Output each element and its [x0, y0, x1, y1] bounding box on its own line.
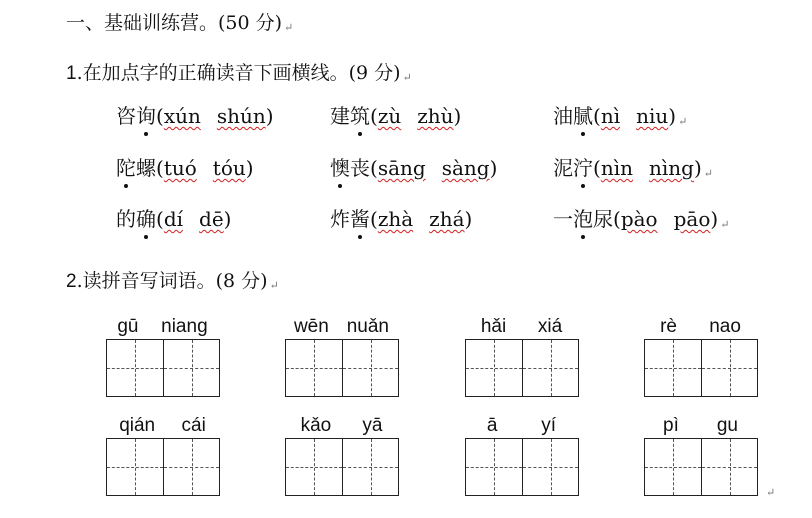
- paragraph-mark-icon: ↵: [269, 279, 279, 292]
- dotted-char: 筑: [350, 100, 370, 129]
- pronunciation-item: [553, 152, 713, 181]
- writing-cell[interactable]: [107, 439, 163, 495]
- paragraph-mark-icon: ↵: [284, 21, 294, 34]
- pinyin-syllable: kǎo: [300, 415, 332, 436]
- writing-grid: [106, 438, 220, 496]
- writing-cell[interactable]: [466, 439, 522, 495]
- section-title: 一、基础训练营。(50 分) ↵: [66, 12, 294, 34]
- paren-close: ): [710, 207, 719, 231]
- writing-grid: [644, 339, 758, 397]
- pinyin-label: [285, 316, 398, 338]
- reading-option[interactable]: zhà: [377, 207, 414, 231]
- dotted-char: 酱: [350, 203, 370, 232]
- paragraph-mark-icon: ↵: [402, 71, 412, 84]
- reading-option[interactable]: sàng: [441, 156, 490, 180]
- pinyin-label: [106, 316, 219, 338]
- pinyin-syllable: hǎi: [480, 316, 507, 337]
- writing-grid: [285, 438, 399, 496]
- dotted-char: 懊: [330, 152, 350, 181]
- pronunciation-item: [553, 100, 687, 129]
- pinyin-label: [465, 316, 578, 338]
- word-char: 油: [553, 104, 573, 128]
- paren-open: (: [593, 156, 601, 180]
- emphasis-dot-icon: [144, 132, 148, 136]
- pronunciation-item: [330, 100, 461, 129]
- reading-option[interactable]: nìng: [648, 156, 694, 180]
- paragraph-mark-icon: ↵: [678, 115, 688, 128]
- writing-cell[interactable]: [701, 439, 757, 495]
- paren-open: (: [156, 156, 164, 180]
- writing-grid: [106, 339, 220, 397]
- writing-cell[interactable]: [522, 340, 578, 396]
- question-2-heading: 2.读拼音写词语。(8 分) ↵: [66, 270, 279, 292]
- paren-close: ): [245, 156, 254, 180]
- reading-option[interactable]: dē: [199, 207, 224, 231]
- pinyin-syllable: yā: [362, 415, 383, 436]
- emphasis-dot-icon: [581, 132, 585, 136]
- paren-close: ): [693, 156, 702, 180]
- pinyin-syllable: wēn: [293, 316, 329, 337]
- word-char: 炸: [330, 207, 350, 231]
- word-char: 螺: [136, 156, 156, 180]
- writing-cell[interactable]: [163, 340, 219, 396]
- pinyin-syllable: yí: [541, 415, 557, 436]
- reading-option[interactable]: dí: [163, 207, 184, 231]
- writing-cell[interactable]: [286, 340, 342, 396]
- dotted-char: 确: [136, 203, 156, 232]
- paren-open: (: [613, 207, 621, 231]
- paren-close: ): [489, 156, 498, 180]
- dotted-char: 腻: [573, 100, 593, 129]
- pinyin-syllable: gu: [716, 415, 738, 436]
- emphasis-dot-icon: [144, 235, 148, 239]
- emphasis-dot-icon: [124, 184, 128, 188]
- pinyin-label: [644, 316, 757, 338]
- dotted-char: 询: [136, 100, 156, 129]
- reading-option[interactable]: nì: [600, 104, 621, 128]
- paren-open: (: [593, 104, 601, 128]
- reading-option[interactable]: zhù: [417, 104, 454, 128]
- reading-option[interactable]: xún: [163, 104, 201, 128]
- paren-open: (: [156, 207, 164, 231]
- word-char: 的: [116, 207, 136, 231]
- pinyin-syllable: cái: [181, 415, 206, 436]
- word-char: 丧: [350, 156, 370, 180]
- reading-option[interactable]: sāng: [377, 156, 426, 180]
- paragraph-mark-icon: ↵: [720, 218, 730, 231]
- writing-grid: [465, 339, 579, 397]
- emphasis-dot-icon: [358, 132, 362, 136]
- pinyin-syllable: qián: [119, 415, 156, 436]
- paren-open: (: [156, 104, 164, 128]
- writing-grid: [644, 438, 758, 496]
- word-char: 一: [553, 207, 573, 231]
- pinyin-syllable: ā: [486, 415, 498, 436]
- dotted-char: 泡: [573, 203, 593, 232]
- word-char: 建: [330, 104, 350, 128]
- reading-option[interactable]: nìn: [600, 156, 633, 180]
- pinyin-label: [285, 415, 398, 437]
- reading-option[interactable]: niu: [636, 104, 669, 128]
- pinyin-label: [644, 415, 757, 437]
- writing-grid: [465, 438, 579, 496]
- reading-option[interactable]: zù: [377, 104, 402, 128]
- emphasis-dot-icon: [338, 184, 342, 188]
- writing-cell[interactable]: [342, 340, 398, 396]
- pronunciation-item: [116, 203, 231, 232]
- writing-cell[interactable]: [522, 439, 578, 495]
- writing-cell[interactable]: [163, 439, 219, 495]
- pinyin-syllable: nao: [709, 316, 741, 337]
- reading-option[interactable]: pào: [620, 207, 658, 231]
- reading-option[interactable]: shún: [216, 104, 266, 128]
- writing-cell[interactable]: [342, 439, 398, 495]
- writing-cell[interactable]: [466, 340, 522, 396]
- paren-close: ): [453, 104, 462, 128]
- pinyin-syllable: nuǎn: [346, 316, 390, 337]
- paren-close: ): [464, 207, 473, 231]
- reading-option[interactable]: pāo: [673, 207, 711, 231]
- paren-open: (: [370, 156, 378, 180]
- paragraph-mark-icon: ↵: [703, 167, 713, 180]
- pinyin-label: [465, 415, 578, 437]
- pinyin-syllable: xiá: [537, 316, 563, 337]
- writing-cell[interactable]: [645, 340, 701, 396]
- paren-open: (: [370, 104, 378, 128]
- writing-grid: [285, 339, 399, 397]
- paren-close: ): [265, 104, 274, 128]
- pinyin-syllable: gū: [117, 316, 139, 337]
- reading-option[interactable]: tuó: [163, 156, 197, 180]
- pronunciation-item: [116, 152, 254, 181]
- question-1-heading: 1.在加点字的正确读音下画横线。(9 分) ↵: [66, 62, 412, 84]
- word-char: 咨: [116, 104, 136, 128]
- writing-cell[interactable]: [286, 439, 342, 495]
- word-char: 泥: [553, 156, 573, 180]
- dotted-char: 泞: [573, 152, 593, 181]
- paren-close: ): [668, 104, 677, 128]
- writing-cell[interactable]: [645, 439, 701, 495]
- dotted-char: 陀: [116, 152, 136, 181]
- word-char: 尿: [593, 207, 613, 231]
- writing-cell[interactable]: [701, 340, 757, 396]
- pronunciation-item: [330, 203, 472, 232]
- paragraph-mark-icon: ↵: [766, 486, 776, 499]
- emphasis-dot-icon: [358, 235, 362, 239]
- paren-close: ): [223, 207, 232, 231]
- writing-cell[interactable]: [107, 340, 163, 396]
- emphasis-dot-icon: [581, 184, 585, 188]
- reading-option[interactable]: tóu: [212, 156, 246, 180]
- pinyin-label: [106, 415, 219, 437]
- pronunciation-item: [116, 100, 274, 129]
- pronunciation-item: [553, 203, 729, 232]
- reading-option[interactable]: zhá: [429, 207, 465, 231]
- pronunciation-item: [330, 152, 497, 181]
- paren-open: (: [370, 207, 378, 231]
- emphasis-dot-icon: [581, 235, 585, 239]
- pinyin-syllable: rè: [660, 316, 677, 337]
- pinyin-syllable: niang: [161, 316, 208, 337]
- pinyin-syllable: pì: [663, 415, 679, 436]
